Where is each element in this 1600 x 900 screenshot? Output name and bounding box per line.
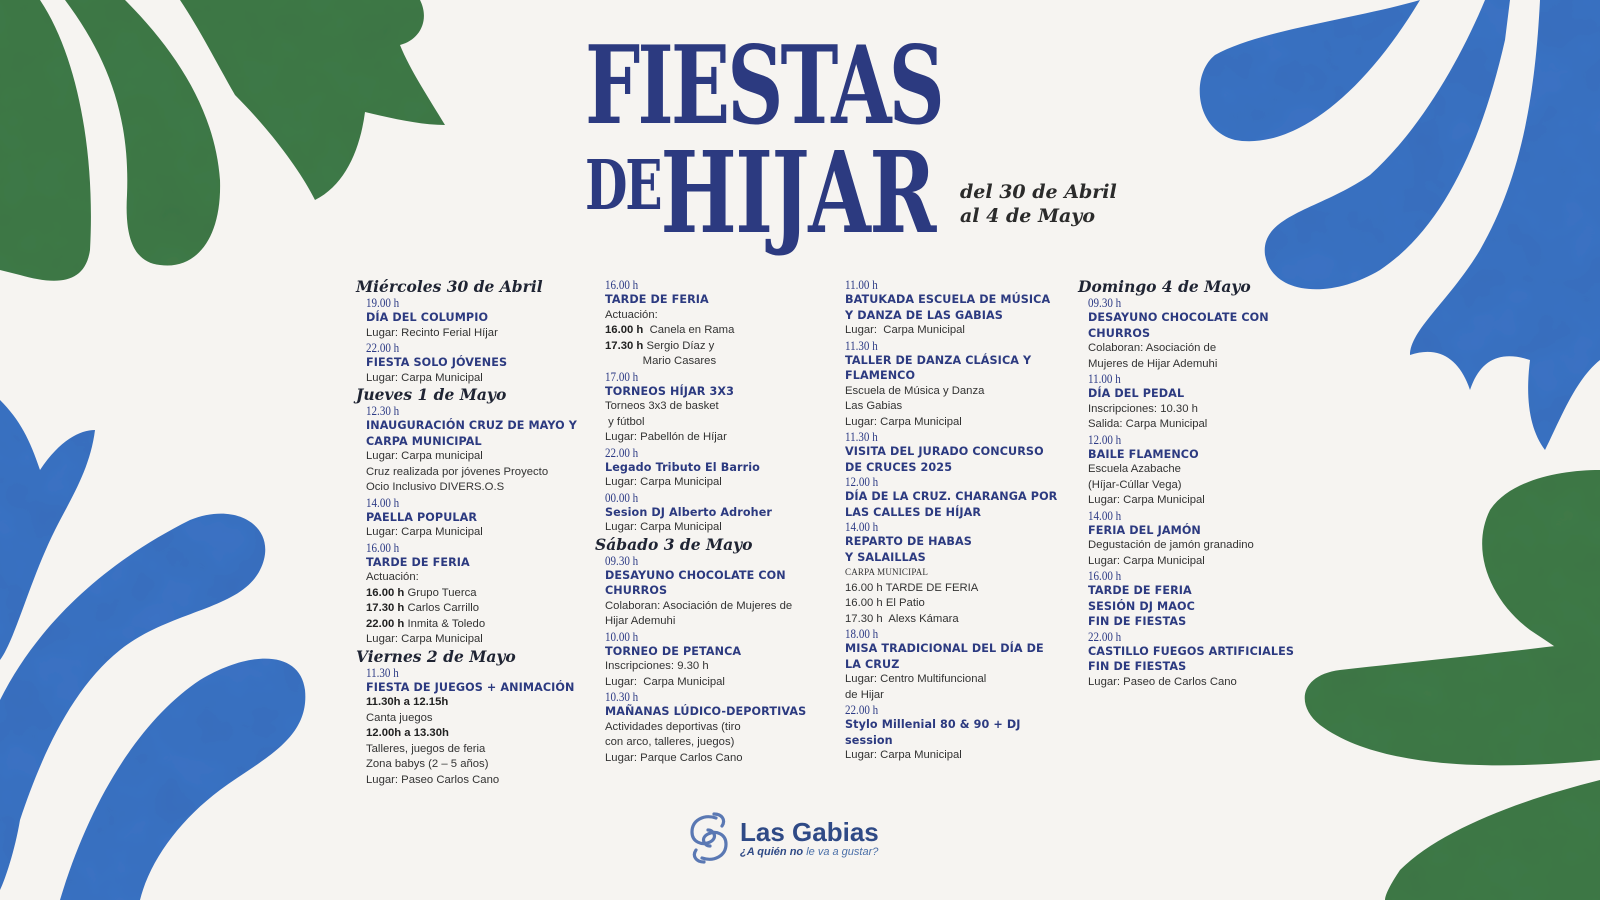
event-title: CASTILLO FUEGOS ARTIFICIALES [1088, 644, 1295, 658]
schedule-column-3 [845, 278, 1080, 764]
event-detail: Lugar: Carpa Municipal [366, 526, 483, 538]
event-title: FIN DE FIESTAS [1088, 660, 1187, 673]
event-detail [605, 323, 840, 339]
event-detail: Hijar Ademuhi [605, 615, 676, 627]
event-detail: 17.30 h Alexs Kámara [845, 612, 959, 625]
event-title: MISA TRADICIONAL DEL DÍA DE [845, 642, 1044, 655]
event-time: 14.00 h [1088, 507, 1122, 523]
date-range-start: del 30 de Abril [960, 181, 1117, 203]
event-detail: Lugar: Carpa Municipal [1088, 554, 1205, 567]
event-detail [366, 726, 601, 742]
event-detail: Lugar: Carpa Municipal [1088, 494, 1205, 506]
event-title: DESAYUNO CHOCOLATE CON [605, 568, 786, 582]
event-detail: Escuela de Música y Danza [845, 384, 985, 397]
interlocked-hands-icon [686, 812, 732, 864]
detail-text: Inmita & Toledo [404, 617, 486, 630]
event-detail: Lugar: Recinto Ferial Híjar [366, 326, 498, 339]
day-heading: Sábado 3 de Mayo [595, 534, 753, 554]
event-detail: Lugar: Carpa Municipal [605, 675, 725, 688]
event-time: 12.00 h [1088, 431, 1122, 447]
green-leaf-top-left [0, 0, 445, 281]
event-detail: Lugar: Carpa Municipal [845, 324, 965, 336]
event-title: session [845, 733, 893, 747]
event-detail: (Híjar-Cúllar Vega) [1088, 478, 1182, 491]
detail-text: Carlos Carrillo [404, 602, 480, 614]
event-title: BAILE FLAMENCO [1088, 447, 1199, 461]
event-time: 09.30 h [1088, 295, 1122, 310]
event-time: 22.00 h [1088, 628, 1122, 644]
event-title: Y DANZA DE LAS GABIAS [845, 308, 1003, 322]
event-detail: Lugar: Carpa Municipal [366, 633, 483, 645]
detail-time: 17.30 h [366, 602, 405, 614]
detail-text: Sergio Díaz y [643, 339, 715, 352]
date-range-end: al 4 de Mayo [960, 205, 1096, 227]
event-detail [366, 695, 601, 711]
event-title: CHURROS [1088, 326, 1151, 340]
schedule-column-4 [1078, 277, 1323, 690]
event-title: Sesion DJ Alberto Adroher [605, 505, 773, 519]
event-detail: Zona babys (2 – 5 años) [366, 758, 489, 770]
event-detail: Actividades deportivas (tiro [605, 720, 741, 733]
event-detail: Ocio Inclusivo DIVERS.O.S [366, 481, 505, 493]
event-title: LA CRUZ [845, 657, 900, 671]
event-detail: Colaboran: Asociación de Mujeres de [605, 599, 793, 612]
event-title: TARDE DE FERIA [1088, 584, 1192, 597]
event-time: 22.00 h [366, 340, 400, 355]
event-title: Y SALAILLAS [845, 550, 926, 564]
green-leaf-bottom-right [1305, 470, 1600, 900]
event-detail: Lugar: Carpa Municipal [605, 521, 722, 533]
day-heading: Miércoles 30 de Abril [356, 277, 543, 296]
event-detail: y fútbol [605, 415, 645, 428]
date-range [960, 180, 1117, 228]
event-time: 11.30 h [845, 429, 878, 444]
schedule-column-1 [356, 277, 601, 788]
event-time: 16.00 h [1088, 568, 1122, 583]
event-detail: Salida: Carpa Municipal [1088, 418, 1208, 430]
event-detail: Talleres, juegos de feria [366, 742, 486, 755]
event-detail: Inscripciones: 9.30 h [605, 660, 709, 672]
event-title: DESAYUNO CHOCOLATE CON [1088, 311, 1269, 324]
event-title: FIESTA DE JUEGOS + ANIMACIÓN [366, 680, 575, 694]
event-time: 11.00 h [1088, 371, 1121, 386]
tagline-bold: ¿A quién no [740, 846, 804, 858]
event-title: VISITA DEL JURADO CONCURSO [845, 445, 1044, 458]
event-title: Legado Tributo El Barrio [605, 460, 760, 474]
event-title: PAELLA POPULAR [366, 510, 478, 524]
event-title: FLAMENCO [845, 369, 916, 382]
event-title: DÍA DEL COLUMPIO [366, 311, 489, 324]
event-title: DÍA DEL PEDAL [1088, 387, 1185, 400]
event-detail [366, 617, 601, 633]
event-title: Stylo Millenial 80 & 90 + DJ [845, 718, 1021, 731]
title-fiestas: FIESTAS [585, 23, 942, 149]
event-title: MAÑANAS LÚDICO-DEPORTIVAS [605, 705, 807, 718]
event-time: 19.00 h [366, 295, 400, 310]
event-detail [366, 601, 601, 617]
event-time: 17.00 h [605, 368, 639, 384]
event-time: 18.00 h [845, 626, 879, 641]
detail-time: 12.00h a 13.30h [366, 727, 449, 739]
logo-name: Las Gabias [740, 817, 879, 847]
event-time: 14.00 h [366, 494, 400, 510]
event-venue: CARPA MUNICIPAL [845, 567, 929, 577]
event-detail: Colaboran: Asociación de [1088, 342, 1217, 354]
detail-time: 11.30h a 12.15h [366, 696, 449, 708]
event-time: 16.00 h [366, 539, 400, 555]
event-title: TORNEO DE PETANCA [605, 644, 742, 658]
title-de: DE [585, 146, 661, 226]
event-detail: Lugar: Parque Carlos Cano [605, 751, 743, 764]
las-gabias-logo [686, 812, 879, 864]
event-detail: Inscripciones: 10.30 h [1088, 402, 1198, 415]
event-detail: Lugar: Centro Multifuncional [845, 673, 987, 685]
blue-leaf-bottom-left [0, 400, 305, 900]
event-detail: Lugar: Pabellón de Híjar [605, 431, 727, 443]
event-detail: 16.00 h TARDE DE FERIA [845, 581, 979, 594]
event-time: 16.00 h [605, 277, 639, 292]
event-detail: con arco, talleres, juegos) [605, 736, 735, 748]
event-title: BATUKADA ESCUELA DE MÚSICA [845, 293, 1051, 306]
event-detail: Mujeres de Hijar Ademuhi [1088, 357, 1218, 370]
detail-time: 16.00 h [366, 586, 405, 599]
event-title: TALLER DE DANZA CLÁSICA Y [845, 353, 1032, 367]
detail-text: Grupo Tuerca [404, 586, 477, 599]
event-detail: Canta juegos [366, 711, 433, 724]
event-time: 11.30 h [366, 664, 399, 680]
detail-text: Canela en Rama [643, 324, 735, 336]
event-time: 11.00 h [845, 277, 878, 292]
day-heading: Domingo 4 de Mayo [1078, 277, 1251, 296]
event-time: 10.30 h [605, 689, 639, 704]
event-title: SESIÓN DJ MAOC [1088, 599, 1195, 613]
detail-time: 17.30 h [605, 339, 644, 352]
event-detail: Cruz realizada por jóvenes Proyecto [366, 465, 549, 478]
event-detail: Lugar: Carpa Municipal [605, 476, 722, 488]
event-time: 00.00 h [605, 489, 639, 505]
event-time: 12.00 h [845, 474, 879, 489]
event-title: INAUGURACIÓN CRUZ DE MAYO Y [366, 419, 577, 432]
event-title: LAS CALLES DE HÍJAR [845, 505, 982, 519]
event-detail: Lugar: Carpa Municipal [366, 371, 483, 384]
event-time: 11.30 h [845, 337, 878, 353]
event-detail: Lugar: Carpa municipal [366, 450, 483, 462]
event-time: 10.00 h [605, 628, 639, 644]
tagline-rest: le va a gustar? [803, 846, 879, 858]
detail-time: 16.00 h [605, 324, 644, 336]
event-title: TARDE DE FERIA [366, 555, 470, 569]
event-title: CARPA MUNICIPAL [366, 434, 482, 448]
event-detail: Actuación: [605, 308, 658, 321]
event-detail: 16.00 h El Patio [845, 597, 925, 609]
event-detail: Lugar: Carpa Municipal [845, 415, 962, 428]
event-detail: Escuela Azabache [1088, 463, 1181, 475]
event-title: REPARTO DE HABAS [845, 535, 972, 548]
event-detail: Lugar: Carpa Municipal [845, 749, 962, 761]
event-title: CHURROS [605, 584, 668, 597]
event-title: FIESTA SOLO JÓVENES [366, 356, 508, 369]
event-title: TORNEOS HÍJAR 3X3 [605, 384, 734, 398]
event-detail: Las Gabias [845, 400, 903, 412]
event-title: DÍA DE LA CRUZ. CHARANGA POR [845, 490, 1058, 503]
event-detail: Torneos 3x3 de basket [605, 400, 719, 412]
event-title: FIN DE FIESTAS [1088, 615, 1187, 628]
event-detail: Actuación: [366, 571, 419, 583]
logo-tagline [740, 846, 879, 858]
event-time: 22.00 h [845, 702, 879, 717]
event-time: 22.00 h [605, 444, 639, 460]
detail-time: 22.00 h [366, 617, 405, 630]
event-time: 14.00 h [845, 519, 879, 534]
day-heading: Viernes 2 de Mayo [356, 646, 516, 666]
event-detail: Mario Casares [605, 355, 717, 367]
event-detail: Lugar: Paseo Carlos Cano [366, 773, 500, 786]
event-time: 12.30 h [366, 403, 400, 418]
title-de-hijar [585, 128, 935, 259]
event-detail: Lugar: Paseo de Carlos Cano [1088, 675, 1237, 688]
event-time: 09.30 h [605, 552, 639, 568]
event-detail: Degustación de jamón granadino [1088, 539, 1254, 551]
title-hijar: HIJAR [660, 128, 935, 259]
event-detail [605, 339, 840, 355]
event-title: FERIA DEL JAMÓN [1088, 523, 1201, 537]
day-heading: Jueves 1 de Mayo [356, 385, 507, 404]
schedule-column-2 [595, 277, 840, 766]
event-detail: de Hijar [845, 688, 884, 701]
event-title: TARDE DE FERIA [605, 293, 709, 306]
event-title: DE CRUCES 2025 [845, 460, 953, 474]
event-detail [366, 586, 601, 602]
